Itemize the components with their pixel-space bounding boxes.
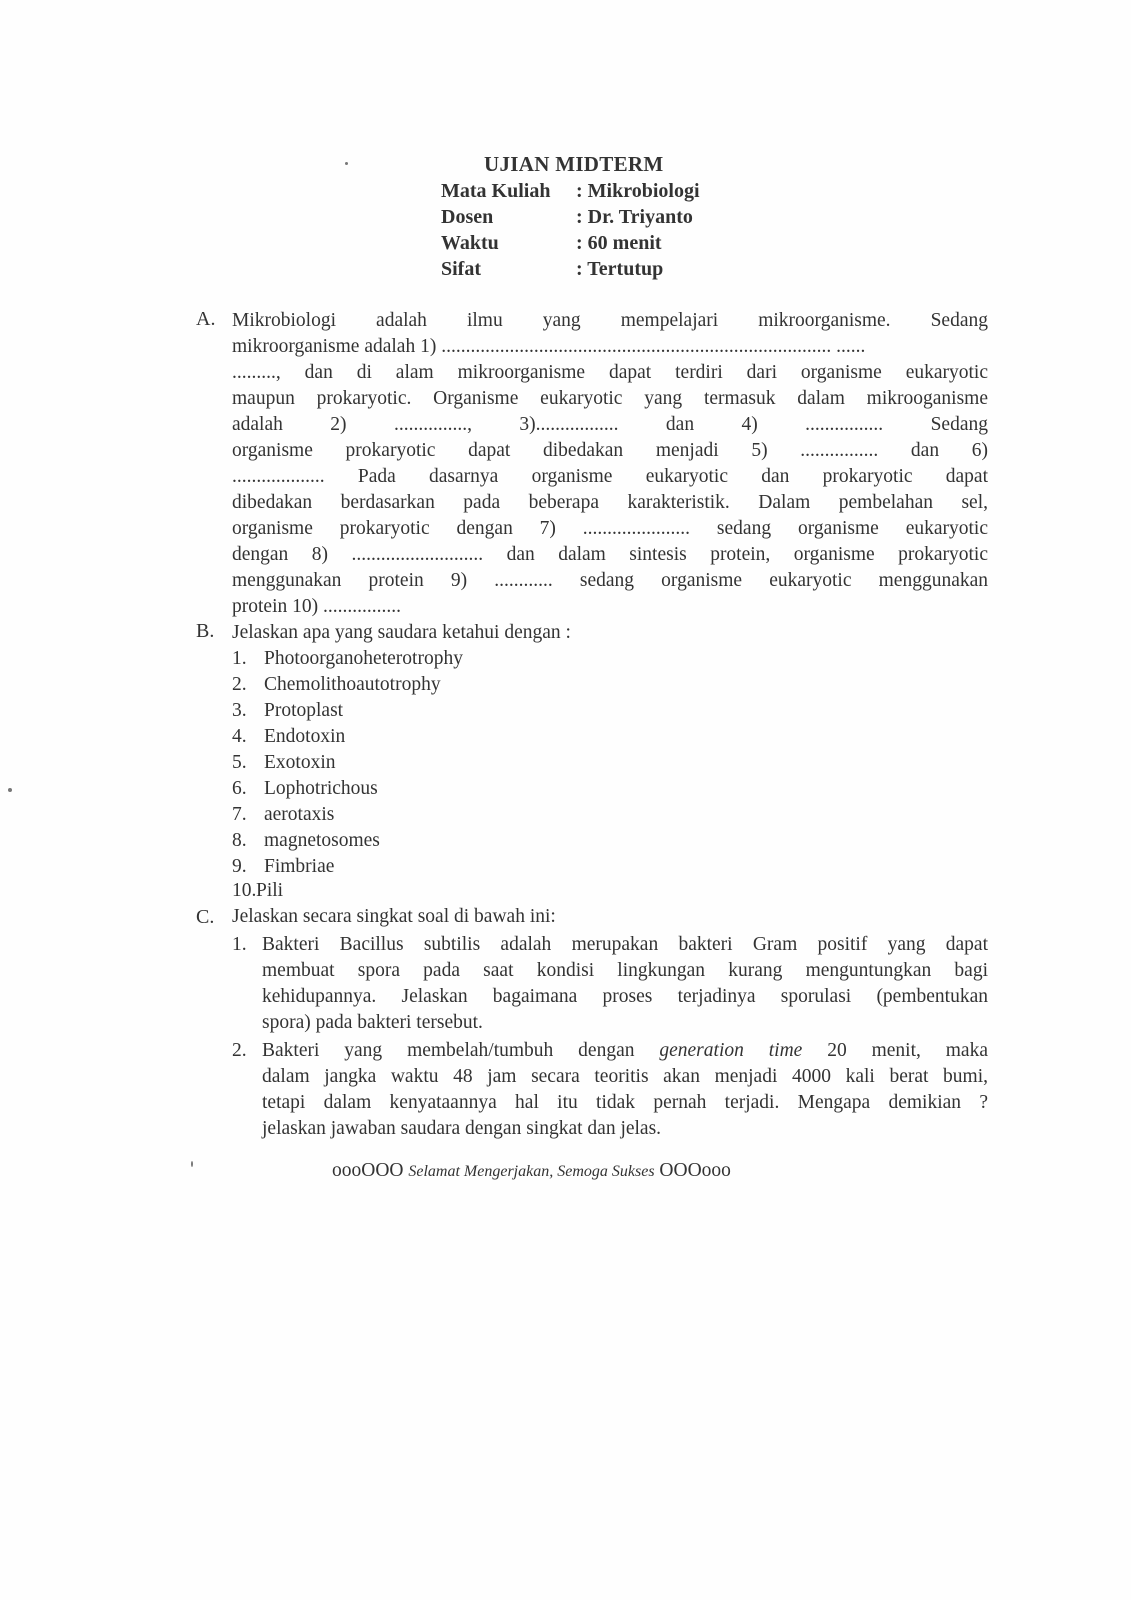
list-item: Lophotrichous	[264, 778, 378, 799]
question-2-line: tetapi dalam kenyataannya hal itu tidak pernah terjadi. Mengapa demikian ?	[262, 1092, 988, 1113]
section-a-line: organisme prokaryotic dapat dibedakan menjadi 5) ................ dan 6)	[232, 440, 988, 461]
list-item: Exotoxin	[264, 752, 336, 773]
list-item-number: 4.	[232, 726, 247, 747]
list-item-number: 5.	[232, 752, 247, 773]
generation-time-term: generation time	[659, 1040, 803, 1061]
section-a-line: protein 10) ................	[232, 596, 401, 617]
section-a-line: ................... Pada dasarnya organisme eukaryotic dan prokaryotic dapat	[232, 466, 988, 487]
list-item: magnetosomes	[264, 830, 380, 851]
closing-ornament-right: OOOooo	[659, 1160, 731, 1181]
scan-speck	[8, 788, 12, 792]
question-1-line: kehidupannya. Jelaskan bagaimana proses terjadinya sporulasi (pembentukan	[262, 986, 988, 1007]
section-a-line: maupun prokaryotic. Organisme eukaryotic yang termasuk dalam mikrooganisme	[232, 388, 988, 409]
closing-note	[332, 1160, 731, 1182]
section-a-letter: A.	[196, 308, 216, 330]
info-label: Waktu	[441, 232, 499, 254]
section-a-line: organisme prokaryotic dengan 7) ...................... sedang organisme eukaryotic	[232, 518, 988, 539]
question-1-line: membuat spora pada saat kondisi lingkungan kurang menguntungkan bagi	[262, 960, 988, 981]
section-a-line: dibedakan berdasarkan pada beberapa karakteristik. Dalam pembelahan sel,	[232, 492, 988, 513]
info-value: : Tertutup	[576, 258, 664, 280]
question-2-line: dalam jangka waktu 48 jam secara teoritis akan menjadi 4000 kali berat bumi,	[262, 1066, 988, 1087]
list-item: Chemolithoautotrophy	[264, 674, 441, 695]
list-item-number: 9.	[232, 856, 247, 877]
question-1-line: spora) pada bakteri tersebut.	[262, 1012, 483, 1033]
section-c-letter: C.	[196, 906, 215, 928]
closing-ornament-left: oooOOO	[332, 1160, 404, 1181]
question-1-line: Bakteri Bacillus subtilis adalah merupakan bakteri Gram positif yang dapat	[262, 934, 988, 955]
info-value: : 60 menit	[576, 232, 662, 254]
question-2-line	[262, 1040, 988, 1062]
section-a-line: menggunakan protein 9) ............ sedang organisme eukaryotic menggunakan	[232, 570, 988, 591]
list-item-number: 6.	[232, 778, 247, 799]
section-a-line: Mikrobiologi adalah ilmu yang mempelajari mikroorganisme. Sedang	[232, 310, 988, 331]
scan-speck	[191, 1161, 193, 1167]
list-item: Pili	[256, 880, 284, 901]
list-item-number: 8.	[232, 830, 247, 851]
section-c-intro: Jelaskan secara singkat soal di bawah ini:	[232, 906, 556, 927]
list-item-number: 1.	[232, 648, 247, 669]
question-2-number: 2.	[232, 1040, 247, 1061]
list-item: Endotoxin	[264, 726, 346, 747]
section-a-line: adalah 2) ..............., 3)................. dan 4) ................ Sedang	[232, 414, 988, 435]
question-1-number: 1.	[232, 934, 247, 955]
info-label: Sifat	[441, 258, 481, 280]
list-item-number: 3.	[232, 700, 247, 721]
list-item: Photoorganoheterotrophy	[264, 648, 463, 669]
section-a-line: mikroorganisme adalah 1) ................................................................................ ......	[232, 336, 866, 357]
list-item-number: 7.	[232, 804, 247, 825]
list-item-number: 10.	[232, 880, 257, 901]
list-item: aerotaxis	[264, 804, 335, 825]
question-2-text: Bakteri yang membelah/tumbuh dengan	[262, 1040, 660, 1061]
question-2-text: 20 menit, maka	[802, 1040, 988, 1061]
closing-message: Selamat Mengerjakan, Semoga Sukses	[408, 1163, 655, 1180]
section-a-line: dengan 8) ........................... dan dalam sintesis protein, organisme prokaryotic	[232, 544, 988, 565]
list-item-number: 2.	[232, 674, 247, 695]
info-label: Mata Kuliah	[441, 180, 551, 202]
info-value: : Dr. Triyanto	[576, 206, 693, 228]
info-label: Dosen	[441, 206, 494, 228]
exam-title: UJIAN MIDTERM	[484, 152, 664, 176]
info-value: : Mikrobiologi	[576, 180, 700, 202]
list-item: Protoplast	[264, 700, 344, 721]
list-item: Fimbriae	[264, 856, 335, 877]
section-b-letter: B.	[196, 620, 215, 642]
section-a-line: ........., dan di alam mikroorganisme dapat terdiri dari organisme eukaryotic	[232, 362, 988, 383]
question-2-line: jelaskan jawaban saudara dengan singkat dan jelas.	[262, 1118, 662, 1139]
scan-speck	[345, 162, 348, 165]
section-b-intro: Jelaskan apa yang saudara ketahui dengan :	[232, 622, 571, 643]
